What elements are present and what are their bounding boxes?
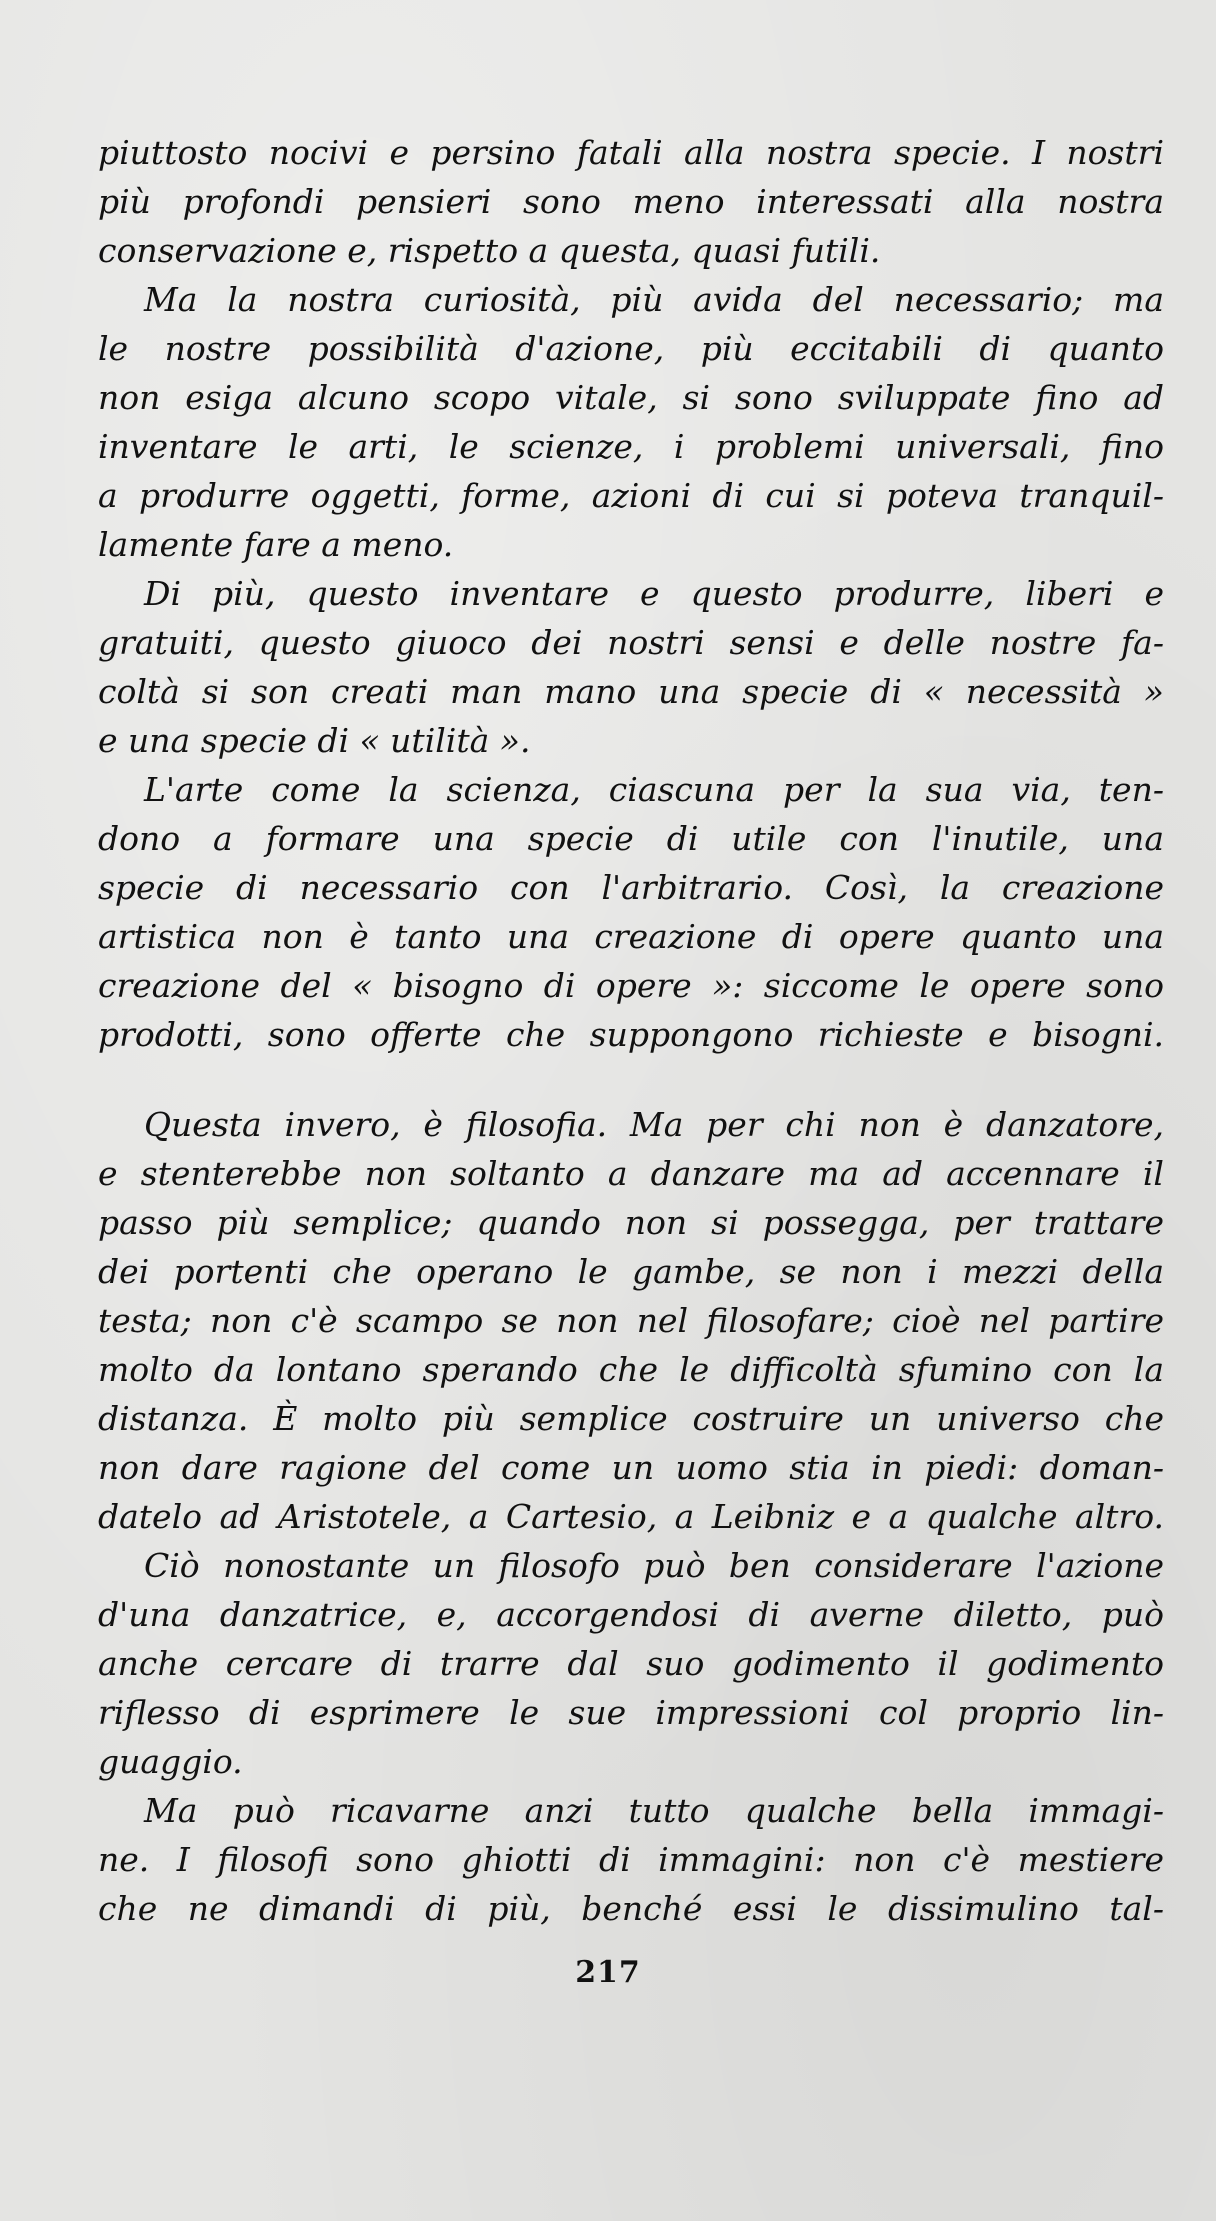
text-line: guaggio. — [98, 1742, 243, 1781]
page-number: 217 — [575, 1955, 641, 1990]
text-section-upper — [98, 128, 1164, 1059]
text-line: distanza. È molto più semplice costruire un universo che — [98, 1399, 1164, 1438]
text-line: Ma la nostra curiosità, più avida del necessario; ma — [144, 280, 1164, 319]
text-line: passo più semplice; quando non si possegga, per trattare — [98, 1203, 1164, 1242]
text-line: più profondi pensieri sono meno interessati alla nostra — [98, 182, 1164, 221]
text-line: coltà si son creati man mano una specie di « necessità » — [98, 672, 1164, 711]
text-section-lower — [98, 1100, 1164, 1933]
text-line: dono a formare una specie di utile con l'inutile, una — [98, 819, 1164, 858]
text-line: riflesso di esprimere le sue impressioni col proprio lin- — [98, 1693, 1164, 1732]
text-line: anche cercare di trarre dal suo godimento il godimento — [98, 1644, 1164, 1683]
text-line: prodotti, sono offerte che suppongono richieste e bisogni. — [98, 1015, 1164, 1054]
text-line: inventare le arti, le scienze, i problemi universali, fino — [98, 427, 1164, 466]
text-line: creazione del « bisogno di opere »: siccome le opere sono — [98, 966, 1164, 1005]
text-line: molto da lontano sperando che le difficoltà sfumino con la — [98, 1350, 1164, 1389]
text-line: datelo ad Aristotele, a Cartesio, a Leibniz e a qualche altro. — [98, 1497, 1164, 1536]
text-line: ne. I filosofi sono ghiotti di immagini: non c'è mestiere — [98, 1840, 1164, 1879]
text-line: conservazione e, rispetto a questa, quasi futili. — [98, 231, 881, 270]
text-line: e stenterebbe non soltanto a danzare ma ad accennare il — [98, 1154, 1164, 1193]
text-line: testa; non c'è scampo se non nel filosofare; cioè nel partire — [98, 1301, 1164, 1340]
text-line: non dare ragione del come un uomo stia in piedi: doman- — [98, 1448, 1164, 1487]
text-line: le nostre possibilità d'azione, più eccitabili di quanto — [98, 329, 1164, 368]
text-line: a produrre oggetti, forme, azioni di cui si poteva tranquil- — [98, 476, 1164, 515]
text-line: Questa invero, è filosofia. Ma per chi non è danzatore, — [144, 1105, 1164, 1144]
text-line: gratuiti, questo giuoco dei nostri sensi e delle nostre fa- — [98, 623, 1164, 662]
text-line: e una specie di « utilità ». — [98, 721, 531, 760]
text-line: Di più, questo inventare e questo produrre, liberi e — [144, 574, 1164, 613]
text-line: L'arte come la scienza, ciascuna per la sua via, ten- — [144, 770, 1164, 809]
text-line: specie di necessario con l'arbitrario. Così, la creazione — [98, 868, 1164, 907]
text-line: non esiga alcuno scopo vitale, si sono sviluppate fino ad — [98, 378, 1164, 417]
text-line: dei portenti che operano le gambe, se non i mezzi della — [98, 1252, 1164, 1291]
text-line: d'una danzatrice, e, accorgendosi di averne diletto, può — [98, 1595, 1164, 1634]
text-line: artistica non è tanto una creazione di opere quanto una — [98, 917, 1164, 956]
text-line: Ma può ricavarne anzi tutto qualche bella immagi- — [144, 1791, 1164, 1830]
text-line: lamente fare a meno. — [98, 525, 454, 564]
text-line: Ciò nonostante un filosofo può ben considerare l'azione — [144, 1546, 1164, 1585]
text-line: piuttosto nocivi e persino fatali alla nostra specie. I nostri — [98, 133, 1164, 172]
text-line: che ne dimandi di più, benché essi le dissimulino tal- — [98, 1889, 1164, 1928]
